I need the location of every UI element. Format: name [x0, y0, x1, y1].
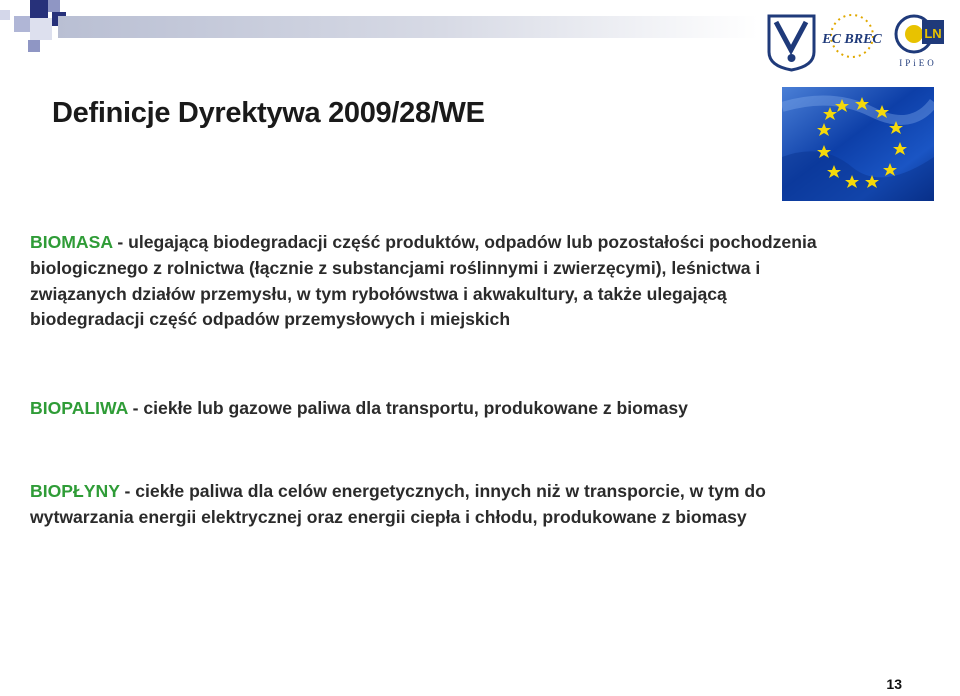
- term-label: BIOPŁYNY: [30, 481, 120, 501]
- svg-text:EC BREC: EC BREC: [822, 32, 882, 47]
- definition-text: - ciekłe lub gazowe paliwa dla transportu, produkowane z biomasy: [127, 398, 688, 418]
- definition-biopaliwa: [30, 396, 820, 422]
- svg-text:IPiEO: IPiEO: [899, 58, 937, 68]
- definition-text: - ciekłe paliwa dla celów energetycznych, innych niż w transporcie, w tym do wytwarzania energii elektrycznej oraz energii ciepła i chłodu, produkowane z biomasy: [30, 481, 766, 527]
- page-number: 13: [886, 676, 902, 692]
- term-label: BIOPALIWA: [30, 398, 128, 418]
- eu-flag-image: [782, 87, 934, 201]
- slide-title: Definicje Dyrektywa 2009/28/WE: [52, 97, 485, 129]
- ec-brec-logo: [821, 15, 882, 57]
- term-label: BIOMASA: [30, 232, 113, 252]
- partner-logos: [766, 12, 956, 72]
- definition-bioplyny: [30, 479, 820, 531]
- svg-text:LN: LN: [924, 26, 942, 41]
- definition-biomasa: [30, 230, 820, 333]
- header-gradient-bar: [58, 16, 758, 38]
- shield-logo-icon: [769, 16, 814, 70]
- ipieo-logo: [896, 16, 944, 68]
- definition-text: - ulegającą biodegradacji część produktów, odpadów lub pozostałości pochodzenia biologicznego z rolnictwa (łącznie z substancjami roślinnymi i zwierzęcymi), leśnictwa i związanych działów przemysłu, w tym rybołówstwa i akwakultury, a także ulegającą biodegradacji część odpadów przemysłowych i miejskich: [30, 232, 817, 330]
